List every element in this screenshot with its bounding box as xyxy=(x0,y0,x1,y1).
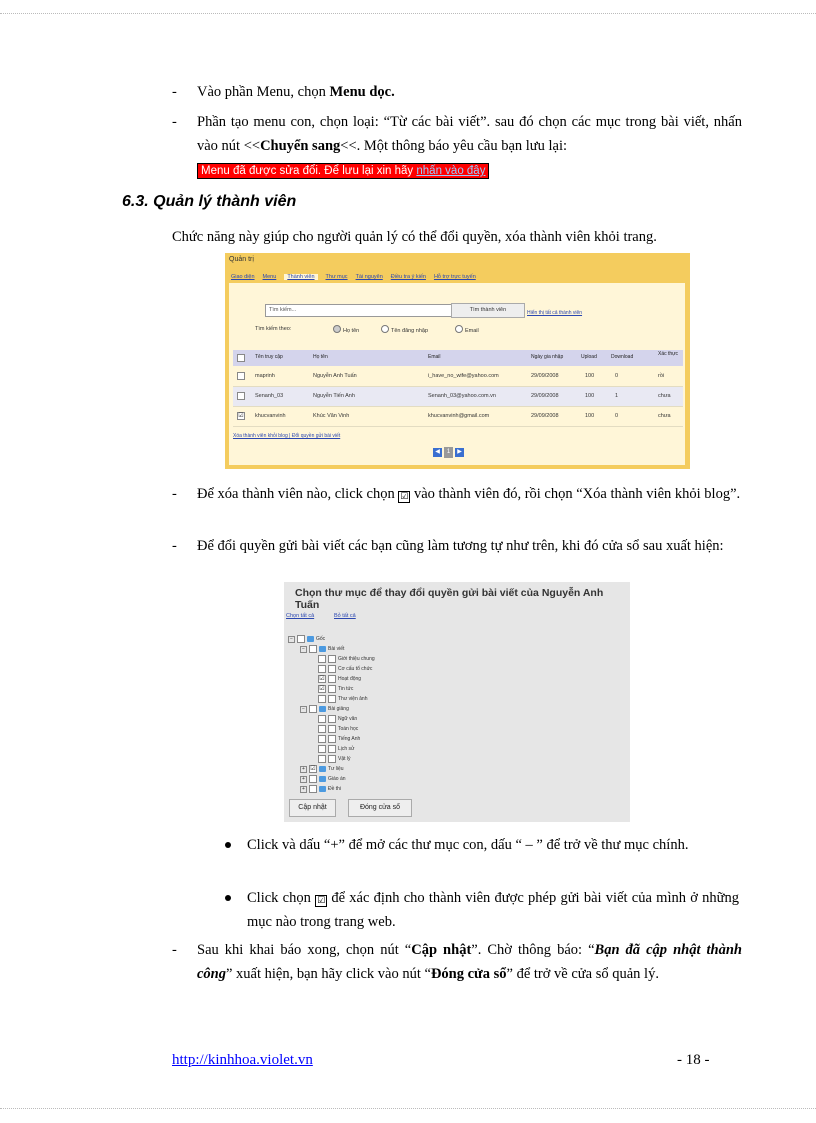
tree-node[interactable] xyxy=(318,665,372,673)
bullet-expand: Click và dấu “+” để mở các thư mục con, dấu “ – ” để trở về thư mục chính. xyxy=(247,837,689,853)
next-page-icon[interactable]: ▶ xyxy=(455,448,464,457)
intro-item-2-text-b: <<. Một thông báo yêu cầu bạn lưu lại: xyxy=(340,138,568,154)
banner-text: Menu đã được sửa đổi. Để lưu lại xin hãy xyxy=(201,165,417,177)
member-admin-screenshot xyxy=(225,253,690,469)
tree-node[interactable] xyxy=(318,715,357,723)
close-window-button[interactable]: Đóng cửa sổ xyxy=(348,799,412,817)
node-label: Ngữ văn xyxy=(338,716,358,722)
final-text-e: ” xuất hiện, bạn hãy click vào nút “ xyxy=(226,966,431,982)
node-checkbox[interactable] xyxy=(318,715,326,723)
tab-survey[interactable]: Điều tra ý kiến xyxy=(390,274,426,280)
node-checkbox[interactable] xyxy=(318,735,326,743)
permission-dialog-screenshot xyxy=(284,582,630,822)
radio-username[interactable] xyxy=(381,325,428,334)
node-label: Gốc xyxy=(316,636,326,642)
top-divider xyxy=(0,13,816,14)
update-label: Cập nhật xyxy=(411,942,472,958)
delete-step xyxy=(197,482,742,506)
node-checkbox[interactable] xyxy=(318,665,326,673)
node-checkbox[interactable] xyxy=(309,705,317,713)
banner-link[interactable]: nhấn vào đây xyxy=(416,165,486,177)
tab-resources[interactable]: Tài nguyên xyxy=(355,274,383,280)
cell-email: i_have_no_wife@yahoo.com xyxy=(428,373,499,379)
radio-email[interactable] xyxy=(455,325,479,334)
node-checkbox[interactable] xyxy=(328,665,336,673)
node-label: Bài giảng xyxy=(328,706,349,712)
radio-email-label: Email xyxy=(465,328,479,334)
row-checkbox-checked[interactable]: ☑ xyxy=(238,413,244,419)
bullet-select-text-a: Click chọn xyxy=(247,890,316,906)
tree-node[interactable] xyxy=(318,695,367,703)
node-checkbox[interactable] xyxy=(328,715,336,723)
find-member-button[interactable]: Tìm thành viên xyxy=(451,303,525,318)
node-checkbox[interactable] xyxy=(328,735,336,743)
cell-status: chưa xyxy=(658,413,671,419)
col-verified: Xác thực xyxy=(658,351,679,357)
tree-node[interactable] xyxy=(288,635,325,643)
table-row xyxy=(233,367,683,387)
dialog-title: Chọn thư mục để thay đổi quyền gửi bài viết của Nguyễn Anh Tuấn xyxy=(295,587,604,611)
members-table-header xyxy=(233,350,683,366)
update-button[interactable]: Cập nhật xyxy=(289,799,336,817)
node-checkbox[interactable] xyxy=(309,645,317,653)
col-username: Tên truy cập xyxy=(255,354,283,360)
table-row xyxy=(233,387,683,407)
dash-marker: - xyxy=(172,84,177,100)
section-heading: 6.3. Quản lý thành viên xyxy=(122,193,297,210)
col-email: Email xyxy=(428,354,441,360)
tree-node[interactable] xyxy=(300,775,346,783)
node-checkbox-checked[interactable]: ☑ xyxy=(310,766,316,772)
tree-node[interactable] xyxy=(318,755,351,763)
delete-step-text-a: Để xóa thành viên nào, click chọn xyxy=(197,486,399,502)
cell-upload: 100 xyxy=(585,393,595,399)
admin-panel xyxy=(229,283,685,465)
tab-members[interactable]: Thành viên xyxy=(284,274,317,280)
member-search-input[interactable]: Tìm kiếm... xyxy=(265,304,452,317)
node-label: Đề thi xyxy=(328,786,342,792)
node-checkbox[interactable] xyxy=(328,745,336,753)
node-checkbox[interactable] xyxy=(309,785,317,793)
final-step xyxy=(197,938,742,986)
change-step: Để đổi quyền gửi bài viết các bạn cũng làm tương tự như trên, khi đó cửa sổ sau xuất hiện: xyxy=(197,538,724,554)
node-checkbox-checked[interactable]: ☑ xyxy=(319,676,325,682)
cell-download: 1 xyxy=(615,393,619,399)
node-label: Tiếng Anh xyxy=(338,736,361,742)
tab-folders[interactable]: Thư mục xyxy=(325,274,348,280)
node-label: Cơ cấu tổ chức xyxy=(338,666,373,672)
admin-title: Quản trị xyxy=(229,256,254,263)
collapse-icon[interactable]: − xyxy=(300,706,307,713)
col-join-date: Ngày gia nhập xyxy=(531,354,564,360)
collapse-icon[interactable]: − xyxy=(300,646,307,653)
tree-node[interactable] xyxy=(318,675,361,683)
bottom-divider xyxy=(0,1108,816,1109)
node-checkbox[interactable] xyxy=(328,685,336,693)
cell-download: 0 xyxy=(615,373,619,379)
footer-website-link[interactable]: http://kinhhoa.violet.vn xyxy=(172,1052,313,1068)
tree-node[interactable] xyxy=(300,765,344,773)
bullet-dot xyxy=(225,895,231,901)
node-checkbox[interactable] xyxy=(328,725,336,733)
collapse-icon[interactable]: − xyxy=(288,636,295,643)
tree-node[interactable] xyxy=(318,735,360,743)
prev-page-icon[interactable]: ◀ xyxy=(433,448,442,457)
cell-email: khucvanvinh@gmail.com xyxy=(428,413,490,419)
member-actions-links[interactable]: Xóa thành viên khỏi blog | Đổi quyền gửi bài viết xyxy=(233,433,341,439)
expand-icon[interactable]: + xyxy=(300,766,307,773)
node-checkbox[interactable] xyxy=(318,655,326,663)
tree-node[interactable] xyxy=(318,725,358,733)
node-checkbox[interactable] xyxy=(318,745,326,753)
cell-fullname: Nguyễn Tiến Anh xyxy=(313,393,355,399)
radio-fullname-label: Họ tên xyxy=(343,328,360,334)
tree-node[interactable] xyxy=(318,745,354,753)
select-all-checkbox[interactable] xyxy=(237,354,245,362)
pager xyxy=(433,447,464,458)
select-all-link[interactable]: Chọn tất cả xyxy=(286,613,315,619)
intro-item-1 xyxy=(197,80,742,104)
section-intro: Chức năng này giúp cho người quản lý có thể đổi quyền, xóa thành viên khỏi trang. xyxy=(172,229,657,245)
dash-marker: - xyxy=(172,942,177,958)
node-checkbox[interactable] xyxy=(328,755,336,763)
folder-icon xyxy=(319,776,326,782)
tree-node[interactable] xyxy=(318,655,375,663)
node-checkbox[interactable] xyxy=(328,655,336,663)
cell-status: chưa xyxy=(658,393,671,399)
admin-tabs xyxy=(231,274,476,280)
tree-node[interactable] xyxy=(300,705,349,713)
radio-fullname[interactable] xyxy=(333,325,359,334)
node-checkbox[interactable] xyxy=(318,695,326,703)
success-message: Bạn đã cập nhật thành công xyxy=(197,942,742,982)
cell-status: rồi xyxy=(658,373,665,379)
row-checkbox[interactable] xyxy=(237,372,245,380)
cell-date: 29/09/2008 xyxy=(531,413,559,419)
node-label: Giới thiệu chung xyxy=(338,656,375,662)
cell-username: maprinh xyxy=(255,373,275,379)
cell-username: khucvanvinh xyxy=(255,413,286,419)
node-label: Tin tức xyxy=(338,686,354,692)
folder-icon xyxy=(319,646,326,652)
node-label: Vật lý xyxy=(338,756,351,762)
tab-interface[interactable]: Giao diện xyxy=(231,274,255,280)
deselect-all-link[interactable]: Bỏ tất cả xyxy=(334,613,356,619)
close-window-label: Đóng cửa sổ xyxy=(430,966,507,982)
bullet-select-text-b: để xác định cho thành viên được phép gửi bài viết của mình ở những mục nào trong trang web. xyxy=(247,890,739,930)
folder-icon xyxy=(319,786,326,792)
tree-node[interactable] xyxy=(300,645,344,653)
tab-menu[interactable]: Menu xyxy=(262,274,277,280)
expand-icon[interactable]: + xyxy=(300,776,307,783)
cell-email: Senanh_03@yahoo.com.vn xyxy=(428,393,496,399)
node-checkbox[interactable] xyxy=(328,675,336,683)
cell-download: 0 xyxy=(615,413,619,419)
final-text-g: ” để trở về cửa sổ quản lý. xyxy=(506,966,659,982)
expand-icon[interactable]: + xyxy=(300,786,307,793)
save-notice-banner xyxy=(197,163,489,179)
cell-fullname: Nguyễn Anh Tuấn xyxy=(313,373,357,379)
node-label: Lịch sử xyxy=(338,746,355,752)
node-checkbox[interactable] xyxy=(297,635,305,643)
checkbox-icon: ☑ xyxy=(317,896,326,906)
chuyen-sang-label: Chuyển sang xyxy=(260,138,341,154)
col-fullname: Họ tên xyxy=(313,354,328,360)
node-checkbox-checked[interactable]: ☑ xyxy=(319,686,325,692)
tree-node[interactable] xyxy=(300,785,341,793)
cell-upload: 100 xyxy=(585,413,595,419)
cell-upload: 100 xyxy=(585,373,595,379)
delete-step-text-b: vào thành viên đó, rồi chọn “Xóa thành viên khỏi blog”. xyxy=(410,486,741,502)
radio-username-label: Tên đăng nhập xyxy=(391,328,429,334)
current-page[interactable]: 1 xyxy=(444,447,453,458)
cell-date: 29/09/2008 xyxy=(531,393,559,399)
intro-item-2 xyxy=(197,110,742,183)
cell-fullname: Khúc Văn Vinh xyxy=(313,413,350,419)
tree-node[interactable] xyxy=(318,685,353,693)
folder-icon xyxy=(307,636,314,642)
final-text-a: Sau khi khai báo xong, chọn nút “ xyxy=(197,942,412,958)
dash-marker: - xyxy=(172,538,177,554)
node-label: Bài viết xyxy=(328,646,345,652)
node-label: Hoạt động xyxy=(338,676,362,682)
node-label: Tư liệu xyxy=(328,766,344,772)
node-label: Toán học xyxy=(338,726,359,732)
show-all-members-link[interactable]: Hiển thị tất cả thành viên xyxy=(527,310,583,316)
search-by-label: Tìm kiếm theo: xyxy=(255,326,292,332)
node-checkbox[interactable] xyxy=(309,775,317,783)
bullet-dot xyxy=(225,842,231,848)
col-download: Download xyxy=(611,354,634,360)
page-number: - 18 - xyxy=(677,1052,710,1068)
final-text-c: ”. Chờ thông báo: “ xyxy=(471,942,595,958)
dash-marker: - xyxy=(172,486,177,502)
intro-item-1-text: Vào phần Menu, chọn xyxy=(197,84,330,100)
folder-icon xyxy=(319,766,326,772)
node-label: Giáo án xyxy=(328,776,346,782)
checkbox-icon: ☑ xyxy=(400,492,409,502)
table-row xyxy=(233,407,683,427)
folder-icon xyxy=(319,706,326,712)
col-upload: Upload xyxy=(581,354,597,360)
node-checkbox[interactable] xyxy=(328,695,336,703)
bullet-select xyxy=(247,886,739,934)
node-label: Thư viện ảnh xyxy=(338,696,368,702)
tab-support[interactable]: Hỗ trợ trực tuyến xyxy=(433,274,476,280)
cell-username: Senanh_03 xyxy=(255,393,284,399)
row-checkbox[interactable] xyxy=(237,392,245,400)
menu-doc-label: Menu dọc. xyxy=(329,84,395,100)
node-checkbox[interactable] xyxy=(318,755,326,763)
cell-date: 29/09/2008 xyxy=(531,373,559,379)
dash-marker: - xyxy=(172,114,177,130)
node-checkbox[interactable] xyxy=(318,725,326,733)
intro-item-2-text-a: Phần tạo menu con, chọn loại: “Từ các bài viết”. sau đó chọn các mục trong bài viết, nhấn vào nút << xyxy=(197,114,742,154)
